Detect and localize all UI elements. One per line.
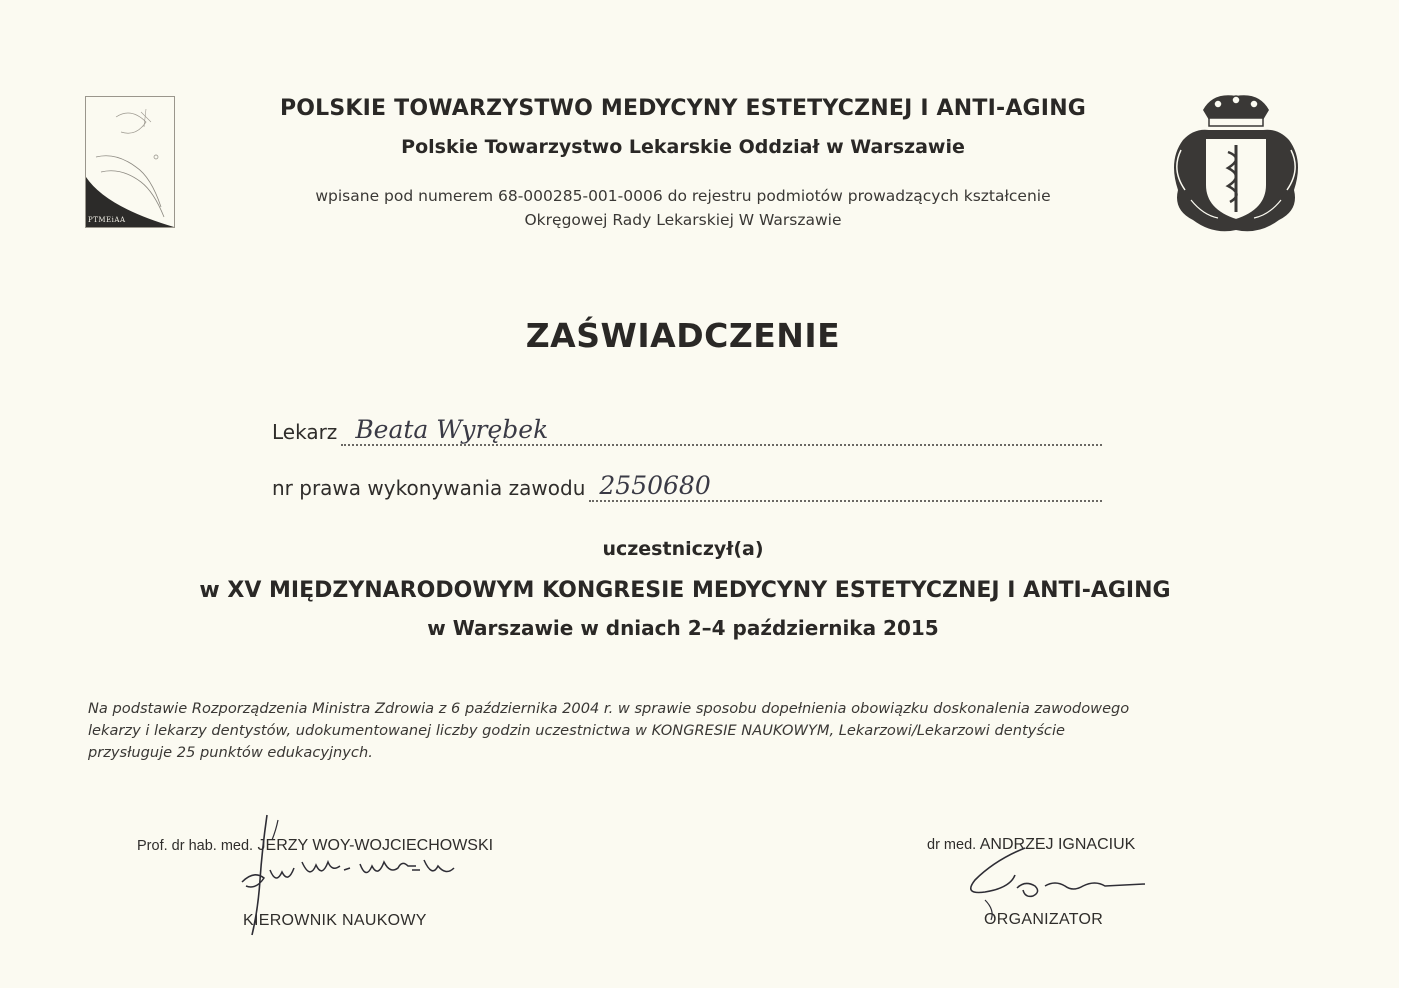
participation-text: uczestniczył(a) <box>602 538 764 560</box>
left-signatory-fullname: JERZY WOY-WOJCIECHOWSKI <box>257 837 494 854</box>
organization-name: POLSKIE TOWARZYSTWO MEDYCYNY ESTETYCZNEJ I ANTI-AGING <box>279 96 1087 121</box>
license-number-value: 2550680 <box>599 471 711 500</box>
right-signatory-fullname: ANDRZEJ IGNACIUK <box>979 836 1136 853</box>
certificate-title: ZAŚWIADCZENIE <box>525 316 841 355</box>
legal-line-2: lekarzy i lekarzy dentystów, udokumentowanej liczby godzin uczestnictwa w KONGRESIE NAUKOWYM, Lekarzowi/Lekarzowi dentyście <box>88 722 1065 739</box>
registry-line-2: Okręgowej Rady Lekarskiej W Warszawie <box>524 211 842 229</box>
logo-graphic-icon <box>86 97 174 227</box>
right-signatory-prefix: dr med. <box>927 837 977 853</box>
organization-branch: Polskie Towarzystwo Lekarskie Oddział w Warszawie <box>401 136 965 158</box>
left-signatory-prefix: Prof. dr hab. med. <box>137 838 254 854</box>
license-dotted-line <box>589 470 1102 502</box>
legal-line-3: przysługuje 25 punktów edukacyjnych. <box>88 744 373 761</box>
license-label: nr prawa wykonywania zawodu <box>272 476 586 500</box>
scan-edge <box>1399 0 1405 988</box>
ptmeiaa-logo <box>85 96 175 228</box>
license-field <box>272 470 1102 502</box>
congress-name: w XV MIĘDZYNARODOWYM KONGRESIE MEDYCYNY ESTETYCZNEJ I ANTI-AGING <box>199 578 1171 603</box>
left-signatory-role: KIEROWNIK NAUKOWY <box>243 912 427 929</box>
medical-chamber-crest-icon <box>1163 90 1309 238</box>
doctor-label: Lekarz <box>272 420 338 444</box>
congress-dates: w Warszawie w dniach 2–4 października 2015 <box>427 616 939 640</box>
right-handwritten-signature-icon <box>955 840 1155 925</box>
logo-text: PTMEiAA <box>88 216 126 224</box>
doctor-dotted-line <box>341 414 1102 446</box>
registry-line-1: wpisane pod numerem 68-000285-001-0006 do rejestru podmiotów prowadzących kształcenie <box>315 187 1051 205</box>
legal-basis-paragraph <box>88 698 1270 764</box>
right-signatory-role: ORGANIZATOR <box>984 911 1104 928</box>
legal-line-1: Na podstawie Rozporządzenia Ministra Zdrowia z 6 października 2004 r. w sprawie sposobu dopełnienia obowiązku doskonalenia zawodowego <box>88 700 1130 717</box>
left-handwritten-signature-icon <box>232 810 472 940</box>
doctor-field <box>272 414 1102 446</box>
doctor-name-value: Beata Wyrębek <box>355 415 549 444</box>
